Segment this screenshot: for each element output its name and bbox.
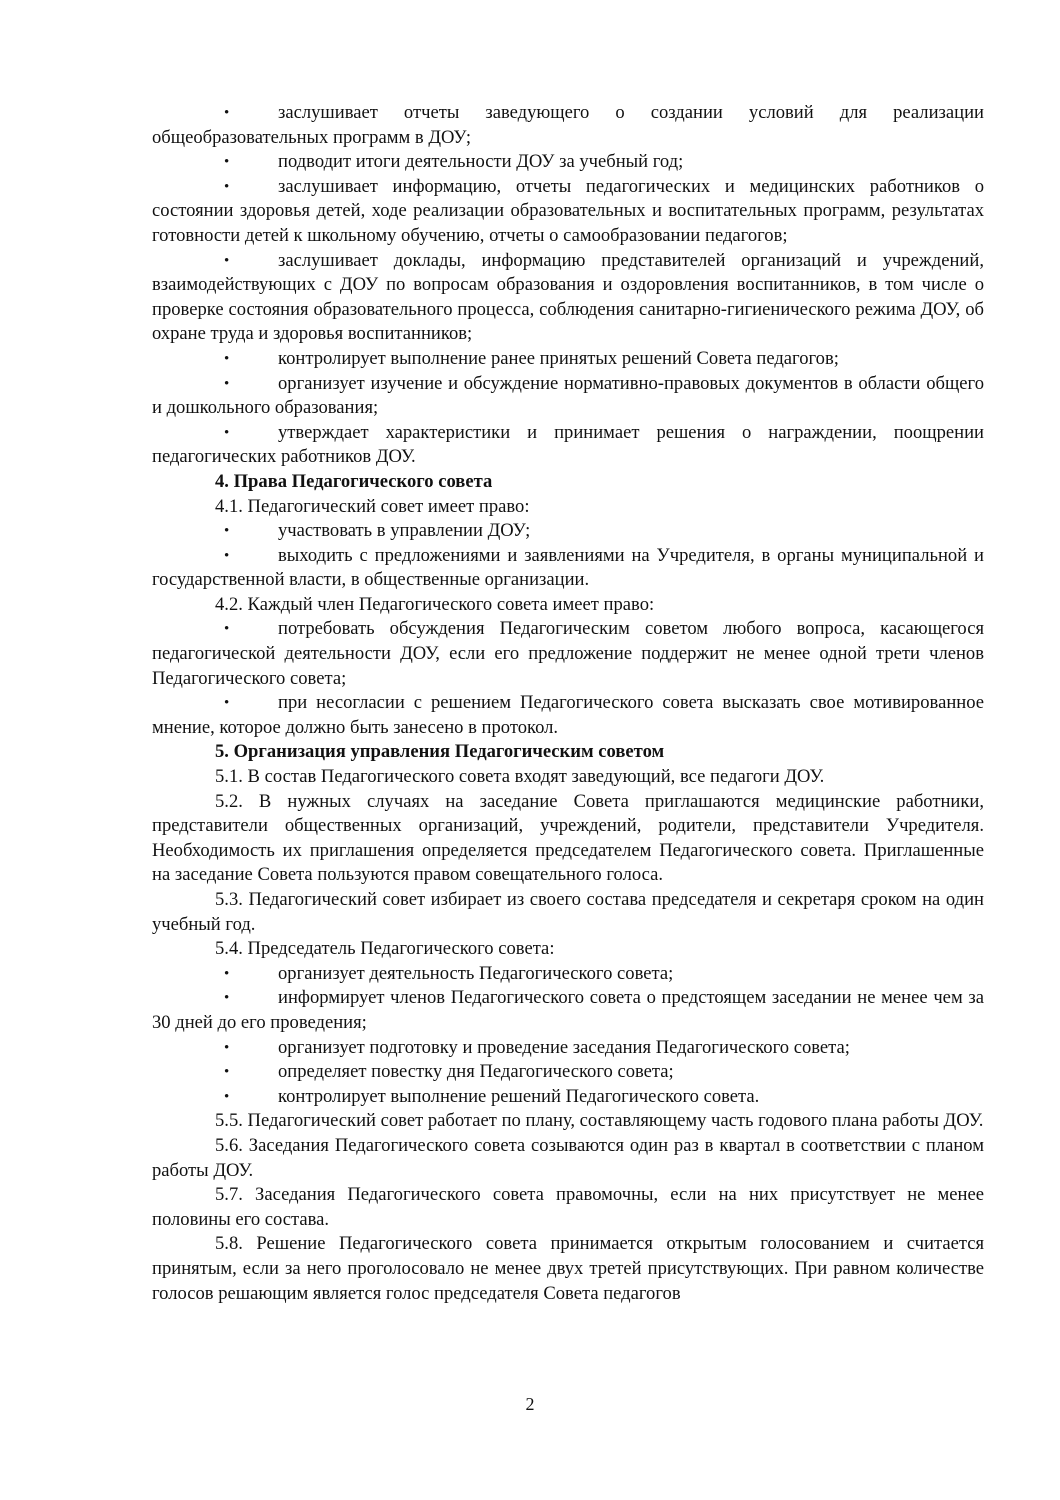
bullet-icon: • bbox=[224, 1039, 230, 1056]
list-item bbox=[152, 986, 984, 1035]
bullet-icon: • bbox=[224, 523, 230, 540]
list-item bbox=[152, 519, 984, 544]
paragraph: 5.1. В состав Педагогического совета входят заведующий, все педагоги ДОУ. bbox=[215, 766, 825, 788]
paragraph: 5.5. Педагогический совет работает по плану, составляющему часть годового плана работы ДОУ. bbox=[215, 1110, 984, 1132]
list-item bbox=[152, 691, 984, 740]
list-item bbox=[152, 372, 984, 421]
bullet-icon: • bbox=[224, 621, 230, 638]
bullet-icon: • bbox=[224, 965, 230, 982]
bullet-icon: • bbox=[224, 178, 230, 195]
list-item bbox=[152, 421, 984, 470]
list-item-text: контролирует выполнение решений Педагогического совета. bbox=[278, 1085, 760, 1107]
list-item-text: контролирует выполнение ранее принятых решений Совета педагогов; bbox=[278, 347, 839, 369]
list-item-text: организует изучение и обсуждение нормативно-правовых документов в области общего и дошкольного образования; bbox=[152, 372, 984, 419]
list-item bbox=[152, 1036, 984, 1061]
bullet-icon: • bbox=[224, 154, 230, 171]
paragraph: 5.7. Заседания Педагогического совета правомочны, если на них присутствует не менее половины его состава. bbox=[152, 1184, 984, 1230]
bullet-icon: • bbox=[224, 695, 230, 712]
list-item bbox=[152, 544, 984, 593]
list-item-text: организует деятельность Педагогического совета; bbox=[278, 962, 674, 984]
list-item-text: заслушивает отчеты заведующего о создании условий для реализации общеобразовательных программ в ДОУ; bbox=[152, 102, 984, 148]
list-item-text: заслушивает доклады, информацию представителей организаций и учреждений, взаимодействующих с ДОУ по вопросам образования и оздоровления воспитанников, в том числе о проверке состояния образовательного процесса, соблюдения санитарно-гигиенического режима ДОУ, об охране труда и здоровья воспитанников; bbox=[152, 249, 984, 345]
list-item-text: информирует членов Педагогического совета о предстоящем заседании не менее чем за 30 дней до его проведения; bbox=[152, 987, 984, 1033]
paragraph: 4.1. Педагогический совет имеет право: bbox=[215, 495, 530, 517]
list-item-text: потребовать обсуждения Педагогическим советом любого вопроса, касающегося педагогической деятельности ДОУ, если его предложение поддержит не менее одной трети членов Педагогического совета; bbox=[152, 618, 984, 689]
bullet-icon: • bbox=[224, 990, 230, 1007]
list-item-text: выходить с предложениями и заявлениями на Учредителя, в органы муниципальной и государственной власти, в общественные организации. bbox=[152, 544, 984, 591]
bullet-icon: • bbox=[224, 105, 230, 121]
list-item bbox=[152, 150, 984, 175]
list-item-text: заслушивает информацию, отчеты педагогических и медицинских работников о состоянии здоровья детей, ходе реализации образовательных и воспитательных программ, результатах готовности детей к школьному обучению, отчеты о самообразовании педагогов; bbox=[152, 175, 984, 246]
bullet-icon: • bbox=[224, 375, 230, 392]
list-item bbox=[152, 175, 984, 249]
list-item bbox=[152, 617, 984, 691]
list-item bbox=[152, 249, 984, 347]
document-page bbox=[152, 101, 984, 1306]
bullet-icon: • bbox=[224, 1064, 230, 1081]
paragraph: 5.4. Председатель Педагогического совета: bbox=[215, 938, 555, 960]
list-item-text: организует подготовку и проведение заседания Педагогического совета; bbox=[278, 1036, 850, 1058]
page-number: 2 bbox=[525, 1394, 535, 1414]
list-item-text: утверждает характеристики и принимает решения о награждении, поощрении педагогических работников ДОУ. bbox=[152, 421, 984, 468]
list-item bbox=[152, 962, 984, 987]
list-item-text: подводит итоги деятельности ДОУ за учебный год; bbox=[278, 151, 684, 173]
paragraph: 4.2. Каждый член Педагогического совета имеет право: bbox=[215, 593, 655, 615]
paragraph: 5.3. Педагогический совет избирает из своего состава председателя и секретаря сроком на один учебный год. bbox=[152, 889, 984, 935]
bullet-icon: • bbox=[224, 547, 230, 564]
paragraph: 5.2. В нужных случаях на заседание Совета приглашаются медицинские работники, представители общественных организаций, учреждений, родители, представители Учредителя. Необходимость их приглашения определяется председателем Педагогического совета. Приглашенные на заседание Совета пользуются правом совещательного голоса. bbox=[152, 790, 984, 886]
list-item bbox=[152, 101, 984, 150]
list-item-text: участвовать в управлении ДОУ; bbox=[278, 520, 531, 542]
paragraph: 5.6. Заседания Педагогического совета созываются один раз в квартал в соответствии с планом работы ДОУ. bbox=[152, 1134, 984, 1181]
paragraph: 5.8. Решение Педагогического совета принимается открытым голосованием и считается принятым, если за него проголосовало не менее двух третей присутствующих. При равном количестве голосов решающим является голос председателя Совета педагогов bbox=[152, 1233, 984, 1304]
section-heading: 4. Права Педагогического совета bbox=[215, 470, 493, 492]
bullet-icon: • bbox=[224, 350, 230, 367]
bullet-icon: • bbox=[224, 1088, 230, 1105]
list-item-text: при несогласии с решением Педагогического совета высказать свое мотивированное мнение, которое должно быть занесено в протокол. bbox=[152, 692, 984, 738]
list-item bbox=[152, 1060, 984, 1085]
list-item bbox=[152, 1085, 984, 1110]
list-item-text: определяет повестку дня Педагогического совета; bbox=[278, 1061, 674, 1083]
bullet-icon: • bbox=[224, 424, 230, 441]
section-heading: 5. Организация управления Педагогическим советом bbox=[215, 741, 665, 763]
list-item bbox=[152, 347, 984, 372]
bullet-icon: • bbox=[224, 252, 230, 269]
